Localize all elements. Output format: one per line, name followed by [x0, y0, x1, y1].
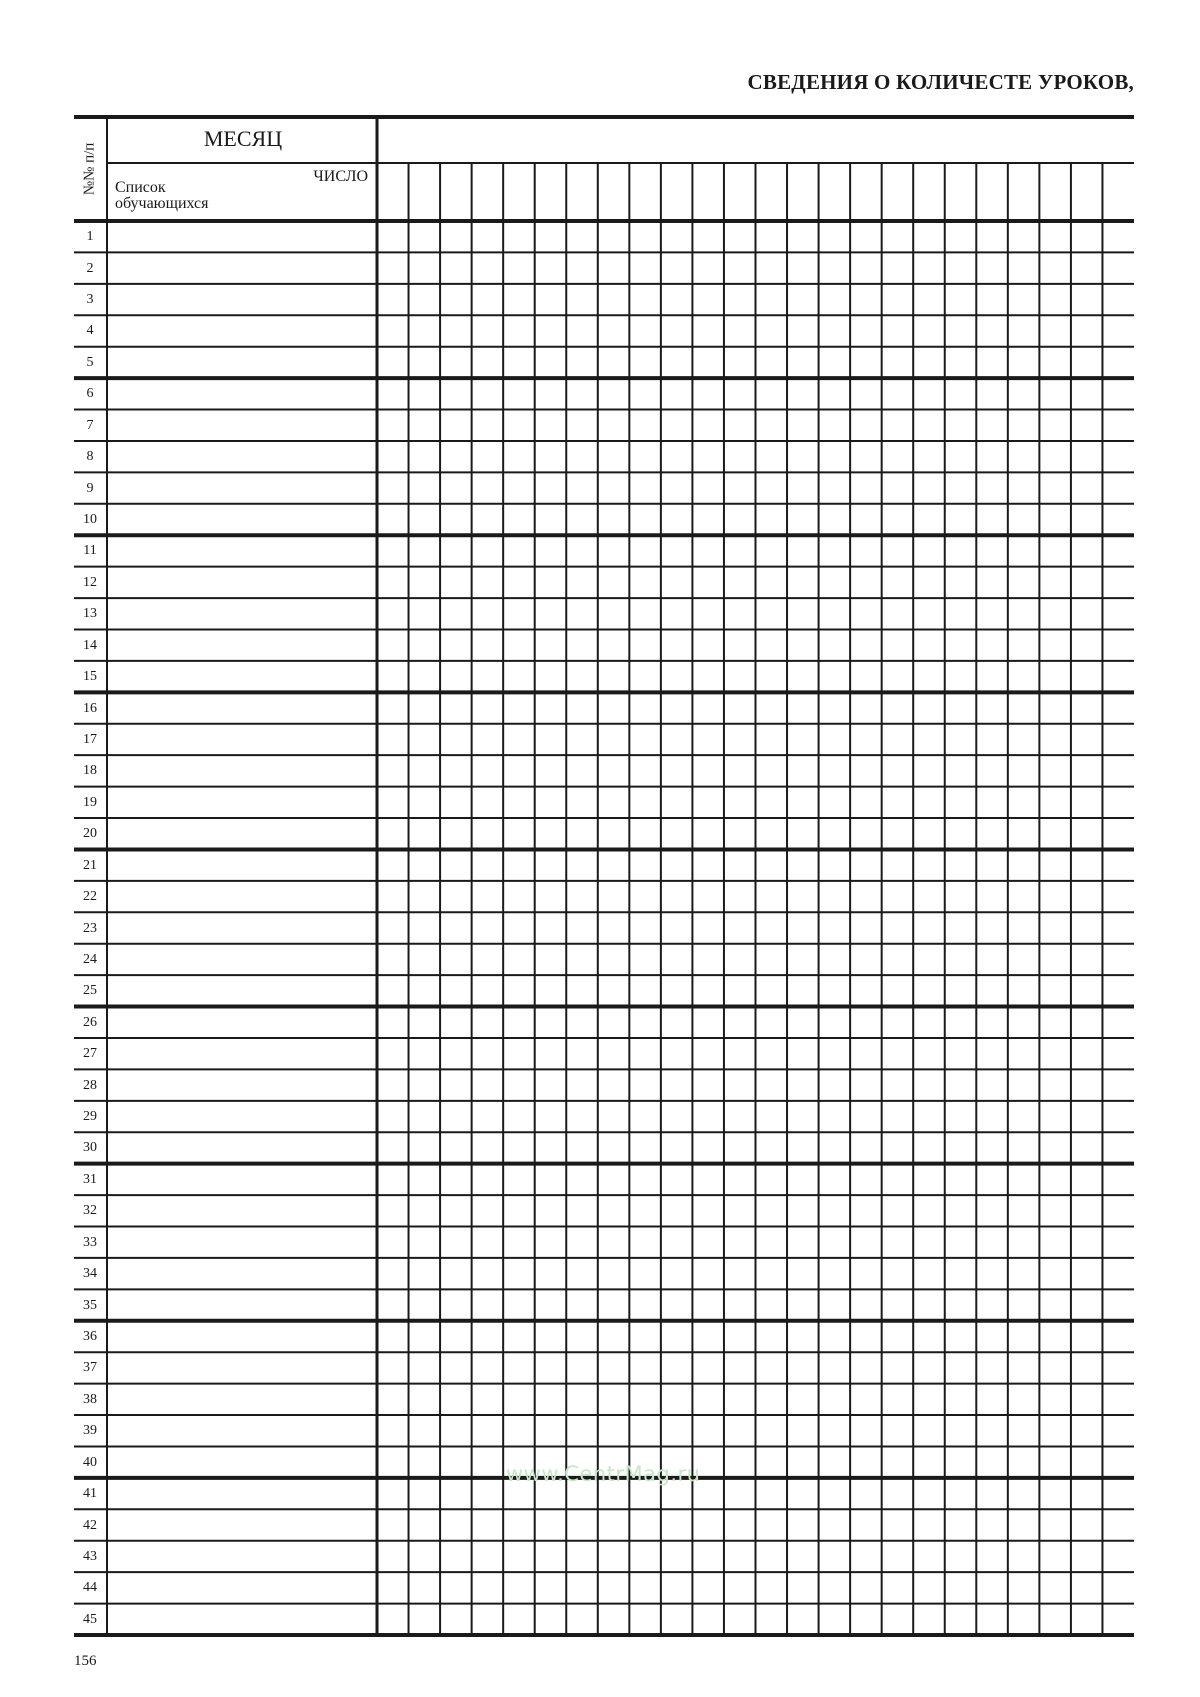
row-number: 5 — [86, 354, 94, 370]
row-number: 28 — [83, 1077, 97, 1093]
row-number: 9 — [86, 480, 94, 496]
row-number: 19 — [83, 794, 97, 810]
row-number: 21 — [83, 857, 97, 873]
row-number: 40 — [83, 1454, 97, 1470]
row-number: 17 — [83, 731, 97, 747]
row-number: 15 — [83, 669, 97, 685]
row-number: 6 — [86, 386, 94, 402]
row-number: 20 — [83, 826, 97, 842]
students-label — [115, 180, 315, 212]
page-title: СВЕДЕНИЯ О КОЛИЧЕСТЕ УРОКОВ, — [747, 70, 1134, 94]
row-number: 38 — [83, 1391, 97, 1407]
row-number: 44 — [83, 1580, 97, 1596]
row-number: 34 — [83, 1266, 97, 1282]
row-number: 45 — [83, 1611, 97, 1627]
row-number: 30 — [83, 1140, 97, 1156]
row-number: 27 — [83, 1046, 97, 1062]
row-number: 8 — [86, 449, 94, 465]
number-header — [74, 118, 106, 220]
row-number: 1 — [86, 229, 94, 245]
row-number: 22 — [83, 889, 97, 905]
row-number: 7 — [86, 417, 94, 433]
row-number: 41 — [83, 1486, 97, 1502]
row-number: 24 — [83, 951, 97, 967]
row-number: 43 — [83, 1548, 97, 1564]
day-label: ЧИСЛО — [313, 168, 368, 185]
row-number: 26 — [83, 1014, 97, 1030]
row-number: 33 — [83, 1234, 97, 1250]
row-number: 4 — [86, 323, 94, 339]
row-number: 12 — [83, 574, 97, 590]
students-label-line2: обучающихся — [115, 195, 209, 212]
row-number: 25 — [83, 983, 97, 999]
row-number: 42 — [83, 1517, 97, 1533]
watermark: www.CentrMag.ru — [506, 1462, 701, 1486]
row-number: 3 — [86, 292, 94, 308]
row-number: 37 — [83, 1360, 97, 1376]
students-label-line1: Список — [115, 179, 166, 196]
number-header-label: №№ п/п — [81, 142, 98, 196]
row-number: 31 — [83, 1171, 97, 1187]
row-number: 32 — [83, 1203, 97, 1219]
row-number: 16 — [83, 700, 97, 716]
row-number: 23 — [83, 920, 97, 936]
row-number: 29 — [83, 1109, 97, 1125]
month-label: МЕСЯЦ — [203, 126, 283, 151]
row-number: 13 — [83, 606, 97, 622]
row-number: 2 — [86, 260, 94, 276]
row-number: 11 — [83, 543, 97, 559]
page-number: 156 — [74, 1653, 97, 1669]
row-number: 14 — [83, 637, 97, 653]
row-number: 10 — [83, 512, 97, 527]
row-number: 39 — [83, 1423, 97, 1439]
row-number: 18 — [83, 763, 97, 779]
row-number: 35 — [83, 1297, 97, 1313]
row-number: 36 — [83, 1328, 97, 1344]
